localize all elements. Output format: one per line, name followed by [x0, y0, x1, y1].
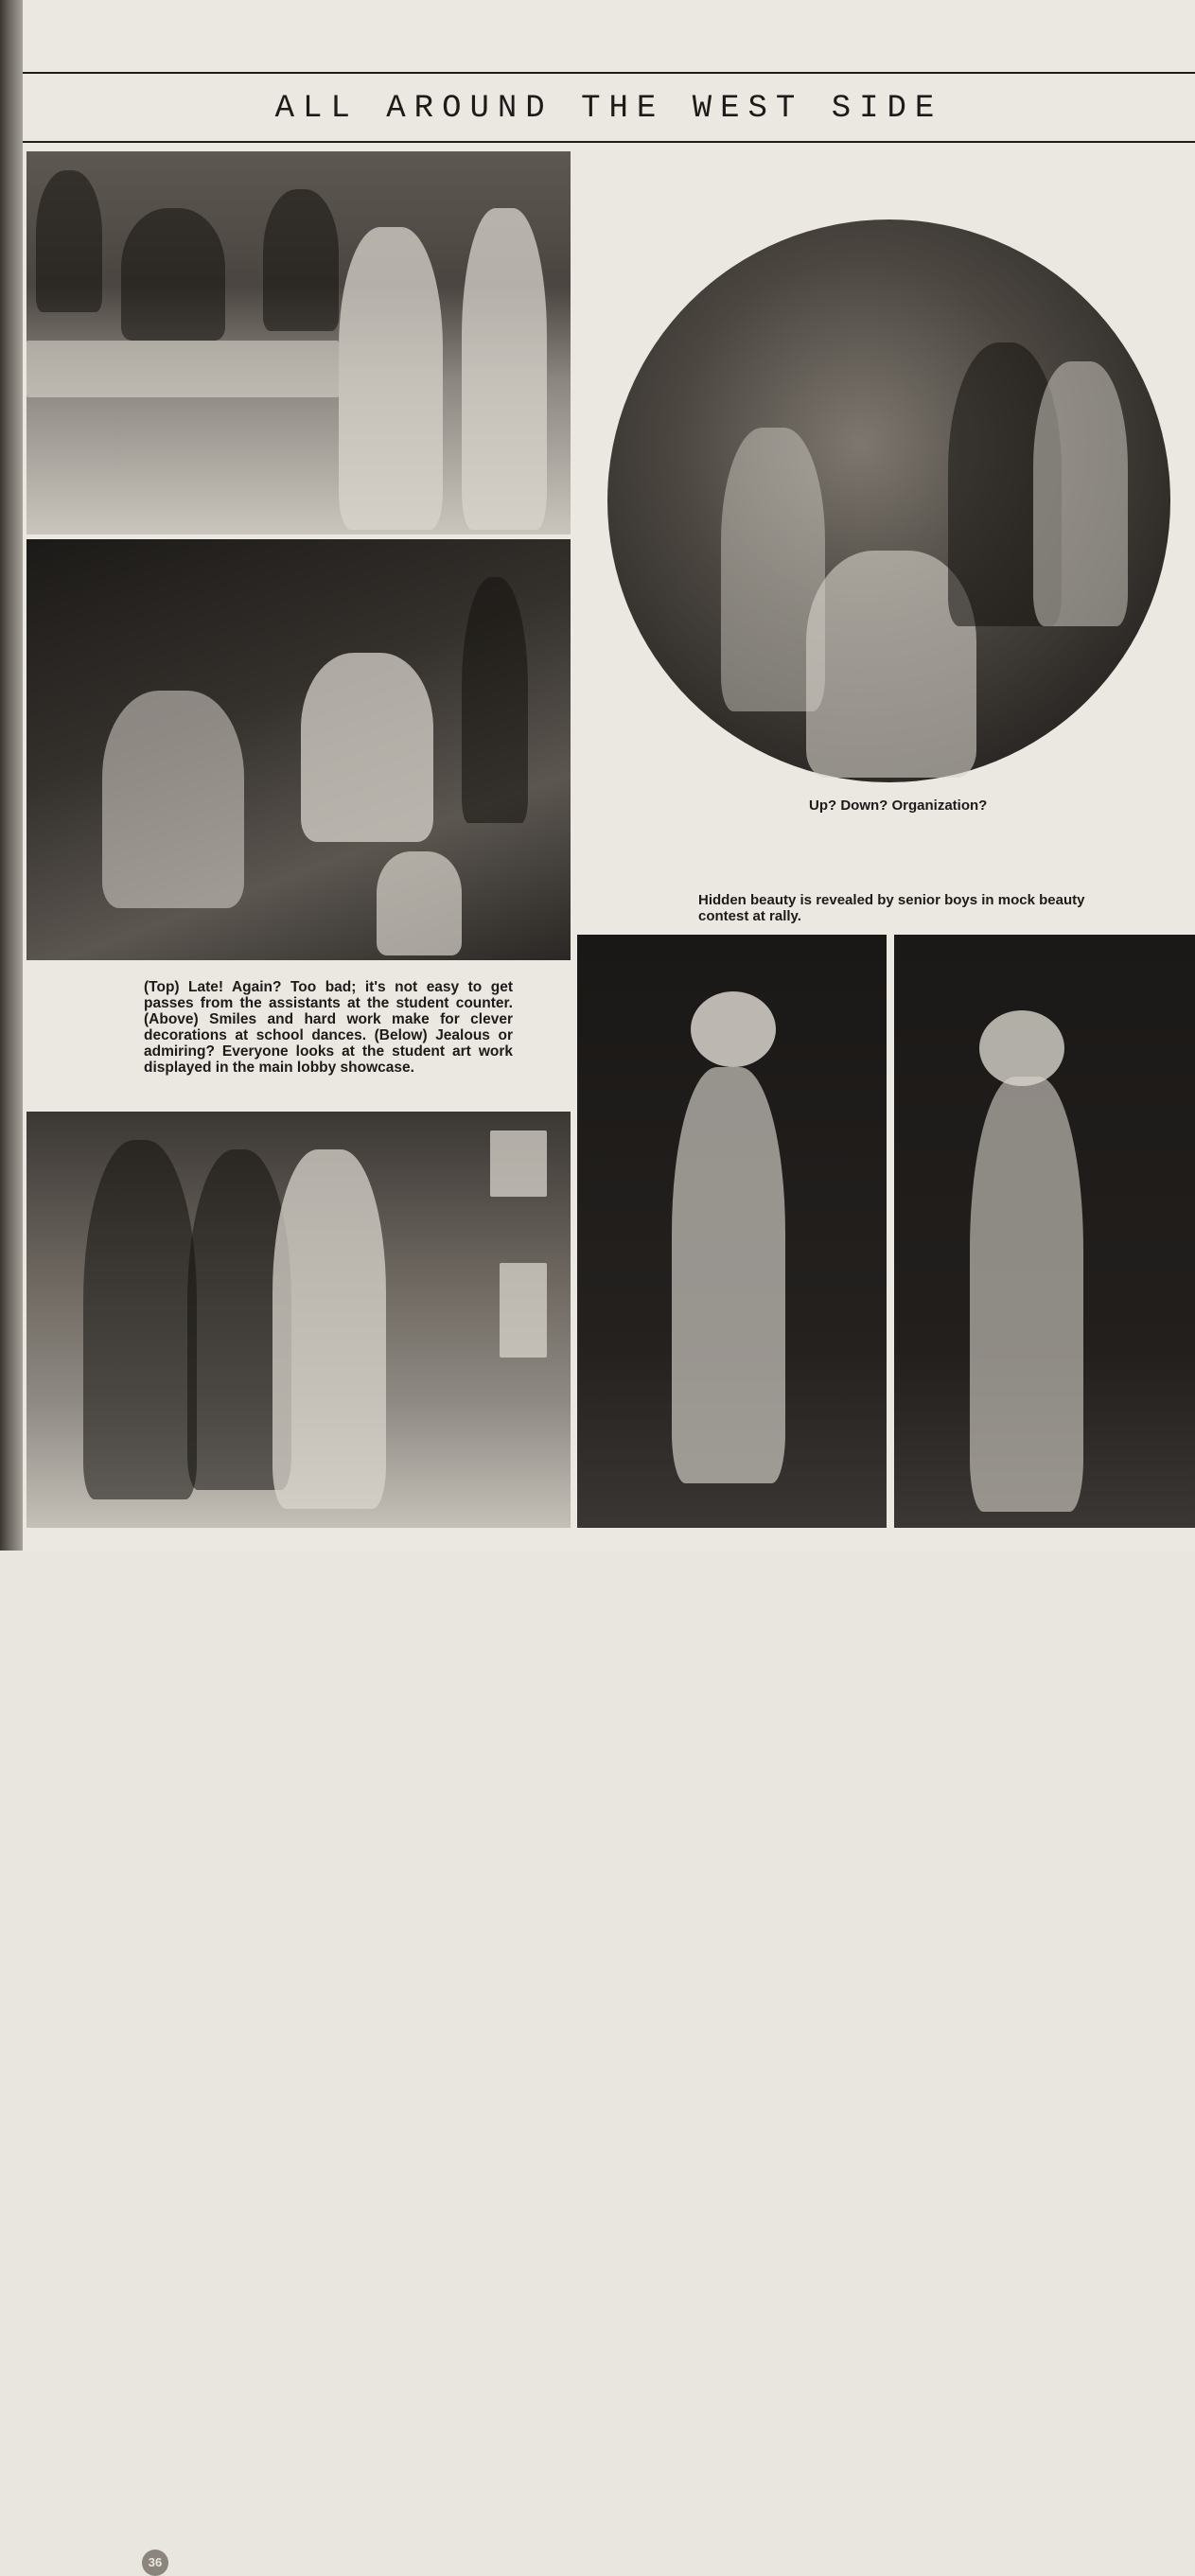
figure-silhouette [121, 208, 225, 341]
artwork-display [500, 1263, 547, 1358]
photo-dance-decorations [26, 539, 571, 960]
artwork-display [490, 1130, 547, 1197]
figure-light [672, 1067, 785, 1483]
header-top-rule [23, 72, 1195, 74]
caption-beauty-contest: Hidden beauty is revealed by senior boys in mock beauty contest at rally. [698, 892, 1085, 924]
header-bottom-rule [23, 141, 1195, 143]
figure-silhouette [83, 1140, 197, 1499]
caption-stairs: Up? Down? Organization? [809, 797, 988, 814]
wig-highlight [979, 1010, 1064, 1086]
figure-light [970, 1077, 1083, 1512]
figure-silhouette [462, 577, 528, 823]
page-title: ALL AROUND THE WEST SIDE [274, 91, 943, 127]
figure-silhouette [36, 170, 102, 312]
page-binding-edge [0, 0, 23, 1551]
figure-light [301, 653, 433, 842]
page-number: 36 [142, 2550, 168, 2576]
photo-mock-beauty-left [577, 935, 887, 1528]
photo-lobby-showcase [26, 1112, 571, 2569]
figure-silhouette [263, 189, 339, 331]
wig-highlight [691, 991, 776, 1067]
paper-roll [377, 851, 462, 955]
caption-main: (Top) Late! Again? Too bad; it's not easy to get passes from the assistants at the student counter. (Above) Smiles and hard work make for clever decorations at school dances. (Below) Jealous or admiring? Everyone looks at the student art work displayed in the main lobby showcase. [144, 979, 513, 1076]
figure-light [462, 208, 547, 530]
figure-light [102, 691, 244, 908]
photo-stairs-crowd [607, 219, 1170, 782]
figure-light [339, 227, 443, 530]
figure-light [272, 1149, 386, 1509]
counter-top [26, 341, 339, 397]
photo-mock-beauty-right [894, 935, 1195, 1528]
figure-light [1033, 361, 1128, 626]
photo-student-counter [26, 151, 571, 534]
